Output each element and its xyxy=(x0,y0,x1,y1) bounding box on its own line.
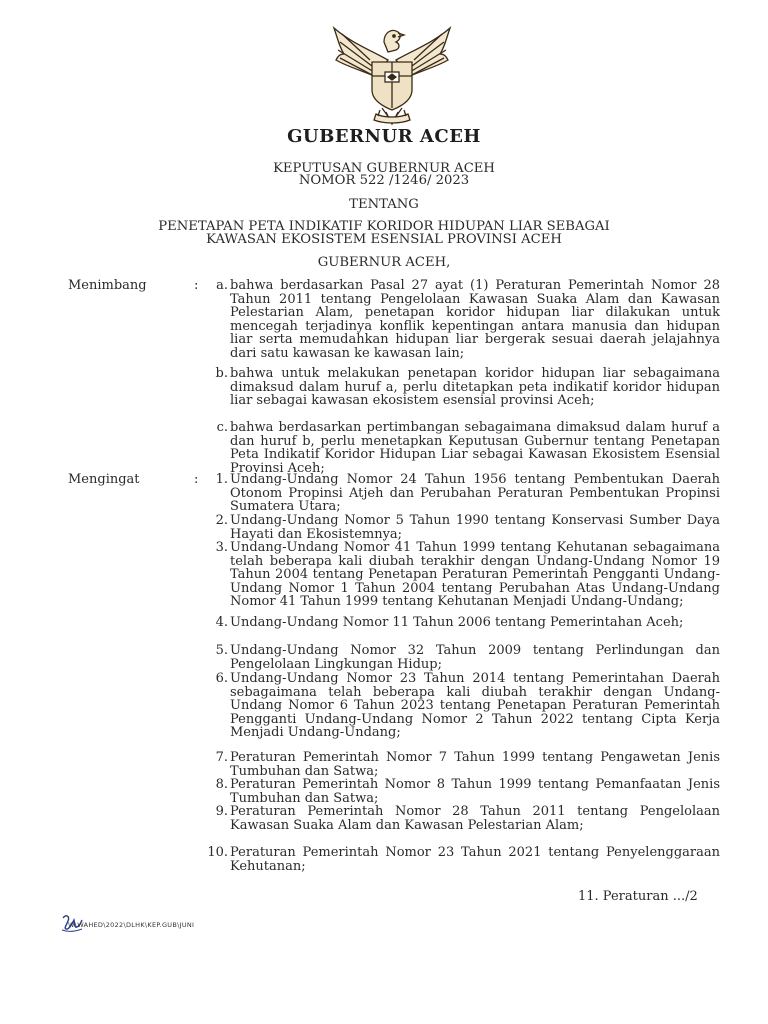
menimbang-colon: : xyxy=(194,278,199,293)
decree-number: NOMOR 522 /1246/ 2023 xyxy=(298,173,470,188)
item-marker: b. xyxy=(215,366,228,381)
item-text: bahwa berdasarkan pertimbangan sebagaimana dimaksud dalam huruf a dan huruf b, perlu menetapkan Keputusan Gubernur tentang Penetapan Peta Indikatif Koridor Hidupan Liar sebagai Kawasan Ekosistem Esensial Provinsi Aceh; xyxy=(230,420,720,476)
item-marker: 2. xyxy=(215,513,228,528)
item-marker: 1. xyxy=(215,472,228,487)
issuer-heading: GUBERNUR ACEH, xyxy=(317,255,451,270)
item-text: Undang-Undang Nomor 5 Tahun 1990 tentang Konservasi Sumber Daya Hayati dan Ekosistemnya; xyxy=(230,513,720,542)
item-text: Undang-Undang Nomor 23 Tahun 2014 tentang Pemerintahan Daerah sebagaimana telah beberapa kali diubah terakhir dengan Undang-Undang Nomor 6 Tahun 2023 tentang Penetapan Peraturan Pemerintah Pengganti Undang-Undang Nomor 2 Tahun 2022 tentang Cipta Kerja Menjadi Undang-Undang; xyxy=(230,671,720,741)
mengingat-colon: : xyxy=(194,472,199,487)
mengingat-label: Mengingat xyxy=(68,472,140,487)
about-heading: TENTANG xyxy=(349,197,419,212)
continuation-marker: 11. Peraturan .../2 xyxy=(578,889,698,904)
item-text: Peraturan Pemerintah Nomor 8 Tahun 1999 tentang Pemanfaatan Jenis Tumbuhan dan Satwa; xyxy=(230,777,720,806)
item-text: bahwa untuk melakukan penetapan koridor hidupan liar sebagaimana dimaksud dalam huruf a, perlu ditetapkan peta indikatif koridor hidupan liar sebagai kawasan ekosistem esensial provinsi Aceh; xyxy=(230,366,720,409)
item-text: Undang-Undang Nomor 32 Tahun 2009 tentang Perlindungan dan Pengelolaan Lingkungan Hidup; xyxy=(230,643,720,672)
decree-title: KEPUTUSAN GUBERNUR ACEH xyxy=(273,161,495,176)
item-marker: a. xyxy=(216,278,228,293)
item-marker: 6. xyxy=(215,671,228,686)
item-marker: 4. xyxy=(215,615,228,630)
item-text: Peraturan Pemerintah Nomor 7 Tahun 1999 tentang Pengawetan Jenis Tumbuhan dan Satwa; xyxy=(230,750,720,779)
item-marker: c. xyxy=(216,420,228,435)
subject-line-2: KAWASAN EKOSISTEM ESENSIAL PROVINSI ACEH xyxy=(206,232,562,247)
item-marker: 7. xyxy=(215,750,228,765)
subject-line-1: PENETAPAN PETA INDIKATIF KORIDOR HIDUPAN LIAR SEBAGAI xyxy=(158,219,610,234)
item-marker: 10. xyxy=(207,845,228,860)
item-text: bahwa berdasarkan Pasal 27 ayat (1) Peraturan Pemerintah Nomor 28 Tahun 2011 tentang Pengelolaan Kawasan Suaka Alam dan Kawasan Pelestarian Alam, penetapan koridor hidupan liar dilakukan untuk mencegah terjadinya konflik kepentingan antara manusia dan hidupan liar serta memudahkan hidupan liar bergerak sesuai daerah jelajahnya dari satu kawasan ke kawasan lain; xyxy=(230,278,720,361)
item-marker: 5. xyxy=(215,643,228,658)
office-title: GUBERNUR ACEH xyxy=(287,126,481,147)
item-text: Peraturan Pemerintah Nomor 28 Tahun 2011 tentang Pengelolaan Kawasan Suaka Alam dan Kawasan Pelestarian Alam; xyxy=(230,804,720,833)
file-path-reference: W\WAHED\2022\DLHK\KEP.GUB\JUNI xyxy=(68,921,195,929)
item-marker: 9. xyxy=(215,804,228,819)
menimbang-label: Menimbang xyxy=(68,278,147,293)
item-marker: 3. xyxy=(215,540,228,555)
item-text: Undang-Undang Nomor 41 Tahun 1999 tentang Kehutanan sebagaimana telah beberapa kali diubah terakhir dengan Undang-Undang Nomor 19 Tahun 2004 tentang Penetapan Peraturan Pemerintah Pengganti Undang-Undang Nomor 1 Tahun 2004 tentang Perubahan Atas Undang-Undang Nomor 41 Tahun 1999 tentang Kehutanan Menjadi Undang-Undang; xyxy=(230,540,720,610)
item-text: Peraturan Pemerintah Nomor 23 Tahun 2021 tentang Penyelenggaraan Kehutanan; xyxy=(230,845,720,874)
garuda-emblem-icon xyxy=(330,20,454,132)
item-marker: 8. xyxy=(215,777,228,792)
item-text: Undang-Undang Nomor 11 Tahun 2006 tentang Pemerintahan Aceh; xyxy=(230,615,684,630)
item-text: Undang-Undang Nomor 24 Tahun 1956 tentang Pembentukan Daerah Otonom Propinsi Atjeh dan Perubahan Peraturan Pembentukan Propinsi Sumatera Utara; xyxy=(230,472,720,515)
